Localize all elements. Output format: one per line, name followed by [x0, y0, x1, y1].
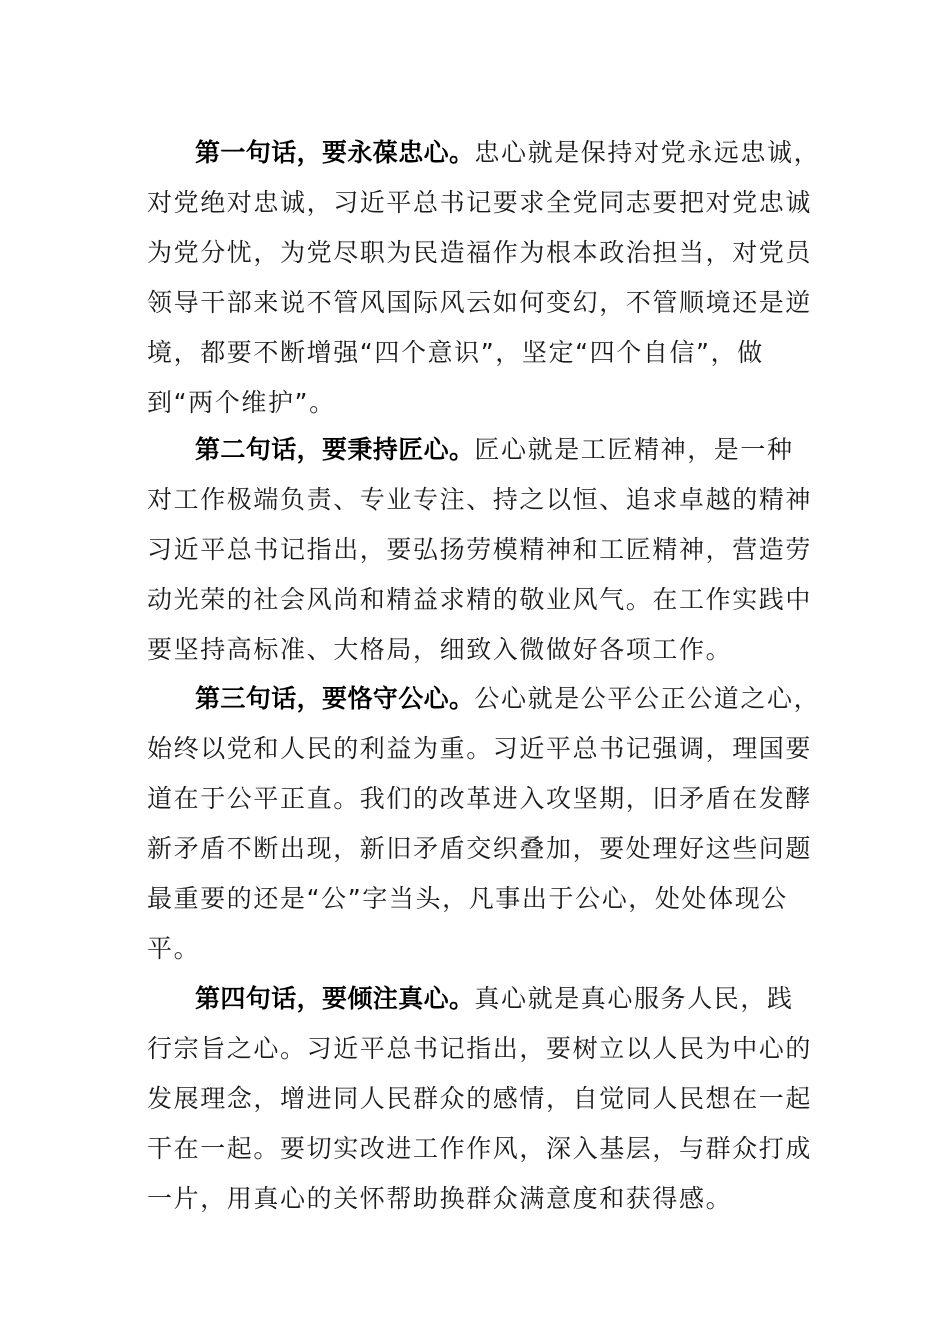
paragraph-4-heading: 第四句话，要倾注真心。	[195, 984, 475, 1013]
paragraph-2-line-4: 动光荣的社会风尚和精益求精的敬业风气。在工作实践中	[147, 585, 813, 614]
paragraph-3-line-1	[195, 674, 865, 724]
paragraph-3-line-4: 新矛盾不断出现，新旧矛盾交织叠加，要处理好这些问题	[147, 834, 813, 863]
paragraph-2-heading: 第二句话，要秉持匠心。	[195, 435, 475, 464]
paragraph-3-line-2: 始终以党和人民的利益为重。习近平总书记强调，理国要	[147, 734, 813, 763]
paragraph-2-line-3: 习近平总书记指出，要弘扬劳模精神和工匠精神，营造劳	[147, 535, 813, 564]
paragraph-3-line-6: 平。	[147, 934, 201, 963]
paragraph-3-line-3: 道在于公平正直。我们的改革进入攻坚期，旧矛盾在发酵	[147, 784, 813, 813]
paragraph-4-line-1	[195, 974, 865, 1024]
paragraph-1-line-5: 境，都要不断增强“四个意识”，坚定“四个自信”，做	[147, 338, 764, 367]
paragraph-3-text: 公心就是公平公正公道之心，	[474, 684, 821, 713]
paragraph-1-line-4: 领导干部来说不管风国际风云如何变幻，不管顺境还是逆	[147, 288, 813, 317]
paragraph-2-text: 匠心就是工匠精神，是一种	[474, 435, 794, 464]
paragraph-4-text: 真心就是真心服务人民，践	[474, 984, 794, 1013]
paragraph-2-line-1	[195, 425, 865, 475]
paragraph-1-text: 忠心就是保持对党永远忠诚，	[474, 138, 821, 167]
paragraph-3-line-5: 最重要的还是“公”字当头，凡事出于公心，处处体现公	[147, 884, 788, 913]
paragraph-4-line-3: 发展理念，增进同人民群众的感情，自觉同人民想在一起	[147, 1084, 813, 1113]
paragraph-2-line-5: 要坚持高标准、大格局，细致入微做好各项工作。	[147, 635, 733, 664]
paragraph-1-line-3: 为党分忧，为党尽职为民造福作为根本政治担当，对党员	[147, 238, 813, 267]
paragraph-4-line-5: 一片，用真心的关怀帮助换群众满意度和获得感。	[147, 1184, 733, 1213]
paragraph-3-heading: 第三句话，要恪守公心。	[195, 684, 475, 713]
paragraph-1-heading: 第一句话，要永葆忠心。	[195, 138, 475, 167]
paragraph-1-line-2: 对党绝对忠诚，习近平总书记要求全党同志要把对党忠诚	[147, 188, 813, 217]
paragraph-4-line-2: 行宗旨之心。习近平总书记指出，要树立以人民为中心的	[147, 1034, 813, 1063]
paragraph-1-line-6: 到“两个维护”。	[147, 388, 336, 417]
paragraph-2-line-2: 对工作极端负责、专业专注、持之以恒、追求卓越的精神	[147, 485, 813, 514]
paragraph-1-line-1	[195, 128, 865, 178]
paragraph-4-line-4: 干在一起。要切实改进工作作风，深入基层，与群众打成	[147, 1134, 813, 1163]
